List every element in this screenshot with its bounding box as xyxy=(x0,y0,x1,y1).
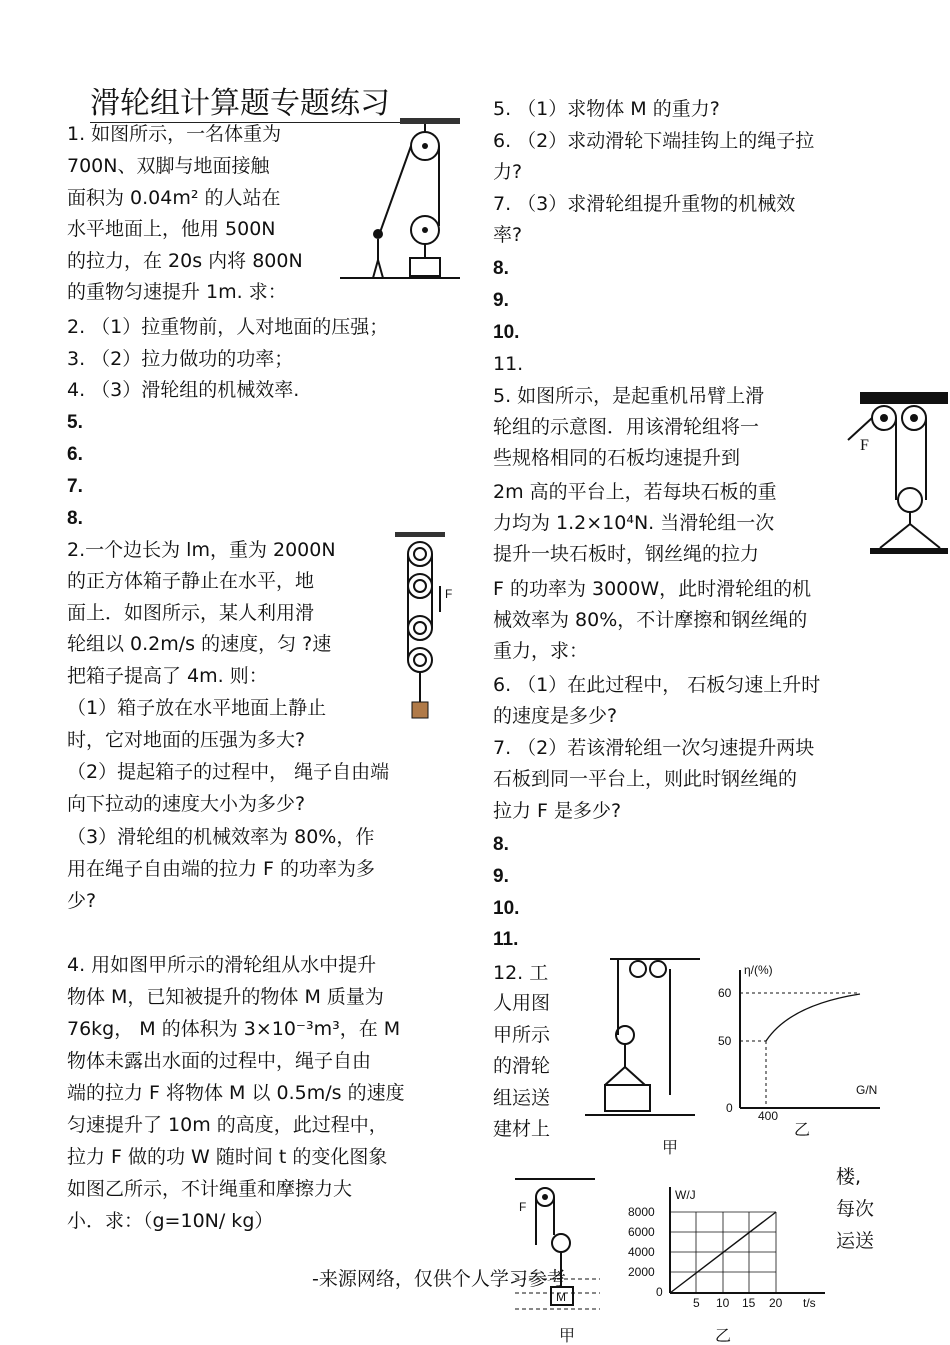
q2-line: （1）箱子放在水平地面上静止 xyxy=(67,697,327,719)
q1-part: 3. （2）拉力做功的功率； xyxy=(67,348,294,370)
answer-number: 8. xyxy=(67,508,83,529)
chart-tick-2000: 2000 xyxy=(628,1265,655,1279)
q4-line: 拉力 F 做的功 W 随时间 t 的变化图象 xyxy=(67,1146,388,1168)
q4-part: 5. （1）求物体 M 的重力? xyxy=(493,98,720,120)
q5-line: F 的功率为 3000W，此时滑轮组的机 xyxy=(493,578,812,600)
q5-line: 2m 高的平台上，若每块石板的重 xyxy=(493,481,777,503)
q5-line: 轮组的示意图．用该滑轮组将一 xyxy=(493,416,760,438)
force-label-f: F xyxy=(445,587,453,601)
q1-part: 2. （1）拉重物前，人对地面的压强； xyxy=(67,316,389,338)
q4-line: 如图乙所示，不计绳重和摩擦力大 xyxy=(67,1178,353,1200)
answer-number: 9. xyxy=(493,866,509,887)
q4-line: 4. 用如图甲所示的滑轮组从水中提升 xyxy=(67,954,377,976)
q12-line: 人用图 xyxy=(493,992,551,1014)
chart-x-axis-label: G/N xyxy=(856,1083,878,1097)
q12-tail: 运送 xyxy=(836,1230,875,1252)
force-label-f: F xyxy=(519,1200,527,1214)
answer-number: 10. xyxy=(493,322,520,343)
answer-number: 6. xyxy=(67,444,83,465)
q4-line: 76kg， M 的体积为 3×10⁻³m³，在 M xyxy=(67,1018,401,1040)
q1-line: 面积为 0.04m² 的人站在 xyxy=(67,187,281,209)
q5-part: 6. （1）在此过程中， 石板匀速上升时 xyxy=(493,674,821,696)
q2-line: 时，它对地面的压强为多大? xyxy=(67,729,306,751)
chart-tick-400: 400 xyxy=(758,1109,779,1123)
figure-q5-crane-pulley xyxy=(840,392,948,557)
chart-tick-0: 0 xyxy=(726,1101,733,1115)
q12-line: 建材上 xyxy=(493,1118,551,1140)
chart-tick-5: 5 xyxy=(693,1296,700,1310)
figure-q1-pulley-person xyxy=(340,118,460,288)
q1-part: 4. （3）滑轮组的机械效率. xyxy=(67,379,300,401)
figure-q12-jia xyxy=(580,955,700,1160)
q12-line: 12. 工 xyxy=(493,962,549,984)
answer-number: 5. xyxy=(67,412,83,433)
figure-caption-jia: 甲 xyxy=(559,1328,576,1345)
q2-line: 用在绳子自由端的拉力 F 的功率为多 xyxy=(67,858,376,880)
q12-tail: 楼, xyxy=(836,1166,862,1188)
q5-part: 的速度是多少? xyxy=(493,705,618,727)
q2-line: 2.一个边长为 lm，重为 2000N xyxy=(67,539,336,561)
q1-line: 水平地面上，他用 500N xyxy=(67,218,276,240)
chart-tick-0: 0 xyxy=(656,1285,663,1299)
q2-line: 少? xyxy=(67,890,97,912)
figure-caption-jia: 甲 xyxy=(662,1140,679,1157)
q12-line: 组运送 xyxy=(493,1087,551,1109)
q4-line: 端的拉力 F 将物体 M 以 0.5m/s 的速度 xyxy=(67,1082,405,1104)
q2-line: 把箱子提高了 4m. 则： xyxy=(67,665,268,687)
q2-line: 轮组以 0.2m/s 的速度，匀 ?速 xyxy=(67,633,332,655)
q4-part: 6. （2）求动滑轮下端挂钩上的绳子拉 xyxy=(493,130,815,152)
q5-part: 石板到同一平台上，则此时钢丝绳的 xyxy=(493,768,798,790)
figure-caption-yi: 乙 xyxy=(715,1328,732,1345)
figure-q4-yi-chart xyxy=(620,1183,835,1345)
q5-line: 重力，求： xyxy=(493,640,589,662)
chart-x-axis-label: t/s xyxy=(803,1296,816,1310)
chart-tick-15: 15 xyxy=(742,1296,756,1310)
answer-number: 11. xyxy=(493,353,524,375)
q2-line: 向下拉动的速度大小为多少? xyxy=(67,793,306,815)
q1-line: 的拉力，在 20s 内将 800N xyxy=(67,250,303,272)
chart-tick-60: 60 xyxy=(718,986,732,1000)
chart-tick-50: 50 xyxy=(718,1034,732,1048)
answer-number: 8. xyxy=(493,258,509,279)
object-label-m: M xyxy=(556,1290,566,1304)
figure-caption-yi: 乙 xyxy=(794,1122,811,1139)
chart-tick-4000: 4000 xyxy=(628,1245,655,1259)
q2-line: 面上．如图所示，某人利用滑 xyxy=(67,602,315,624)
chart-tick-10: 10 xyxy=(716,1296,730,1310)
q5-line: 提升一块石板时，钢丝绳的拉力 xyxy=(493,543,760,565)
q12-line: 甲所示 xyxy=(493,1024,551,1046)
chart-y-axis-label: η/(%) xyxy=(744,963,773,977)
force-label-f: F xyxy=(860,437,869,454)
answer-number: 9. xyxy=(493,290,509,311)
page-title: 滑轮组计算题专题练习 xyxy=(90,86,460,123)
q4-part: 7. （3）求滑轮组提升重物的机械效 xyxy=(493,193,796,215)
q4-line: 小．求：（g=10N/ kg） xyxy=(67,1210,274,1232)
figure-q12-yi-chart xyxy=(710,960,890,1140)
q5-line: 5. 如图所示，是起重机吊臂上滑 xyxy=(493,385,765,407)
chart-tick-8000: 8000 xyxy=(628,1205,655,1219)
q5-part: 7. （2）若该滑轮组一次匀速提升两块 xyxy=(493,737,815,759)
q1-line: 的重物匀速提升 1m. 求： xyxy=(67,281,287,303)
q1-line: 1. 如图所示，一名体重为 xyxy=(67,123,282,145)
chart-tick-6000: 6000 xyxy=(628,1225,655,1239)
answer-number: 7. xyxy=(67,476,83,497)
answer-number: 10. xyxy=(493,898,520,919)
footer-note: -来源网络，仅供个人学习参考 xyxy=(312,1268,566,1290)
q12-tail: 每次 xyxy=(836,1198,875,1220)
chart-tick-20: 20 xyxy=(769,1296,783,1310)
q12-line: 的滑轮 xyxy=(493,1055,551,1077)
q5-part: 拉力 F 是多少? xyxy=(493,800,622,822)
q4-part: 力? xyxy=(493,161,523,183)
q1-line: 700N、双脚与地面接触 xyxy=(67,155,270,177)
q2-line: （3）滑轮组的机械效率为 80%，作 xyxy=(67,826,375,848)
answer-number: 11. xyxy=(493,929,519,950)
q2-line: 的正方体箱子静止在水平，地 xyxy=(67,570,315,592)
q5-line: 力均为 1.2×10⁴N. 当滑轮组一次 xyxy=(493,512,775,534)
q4-line: 物体 M，已知被提升的物体 M 质量为 xyxy=(67,986,384,1008)
q2-line: （2）提起箱子的过程中， 绳子自由端 xyxy=(67,761,390,783)
answer-number: 8. xyxy=(493,834,509,855)
q4-part: 率? xyxy=(493,224,523,246)
q4-line: 物体未露出水面的过程中，绳子自由 xyxy=(67,1050,372,1072)
figure-q2-pulley-block xyxy=(395,532,465,722)
chart-y-axis-label: W/J xyxy=(675,1188,696,1202)
q5-line: 些规格相同的石板均速提升到 xyxy=(493,447,741,469)
q5-line: 械效率为 80%，不计摩擦和钢丝绳的 xyxy=(493,609,808,631)
q4-line: 匀速提升了 10m 的高度，此过程中， xyxy=(67,1114,388,1136)
figure-q4-jia xyxy=(505,1175,605,1345)
